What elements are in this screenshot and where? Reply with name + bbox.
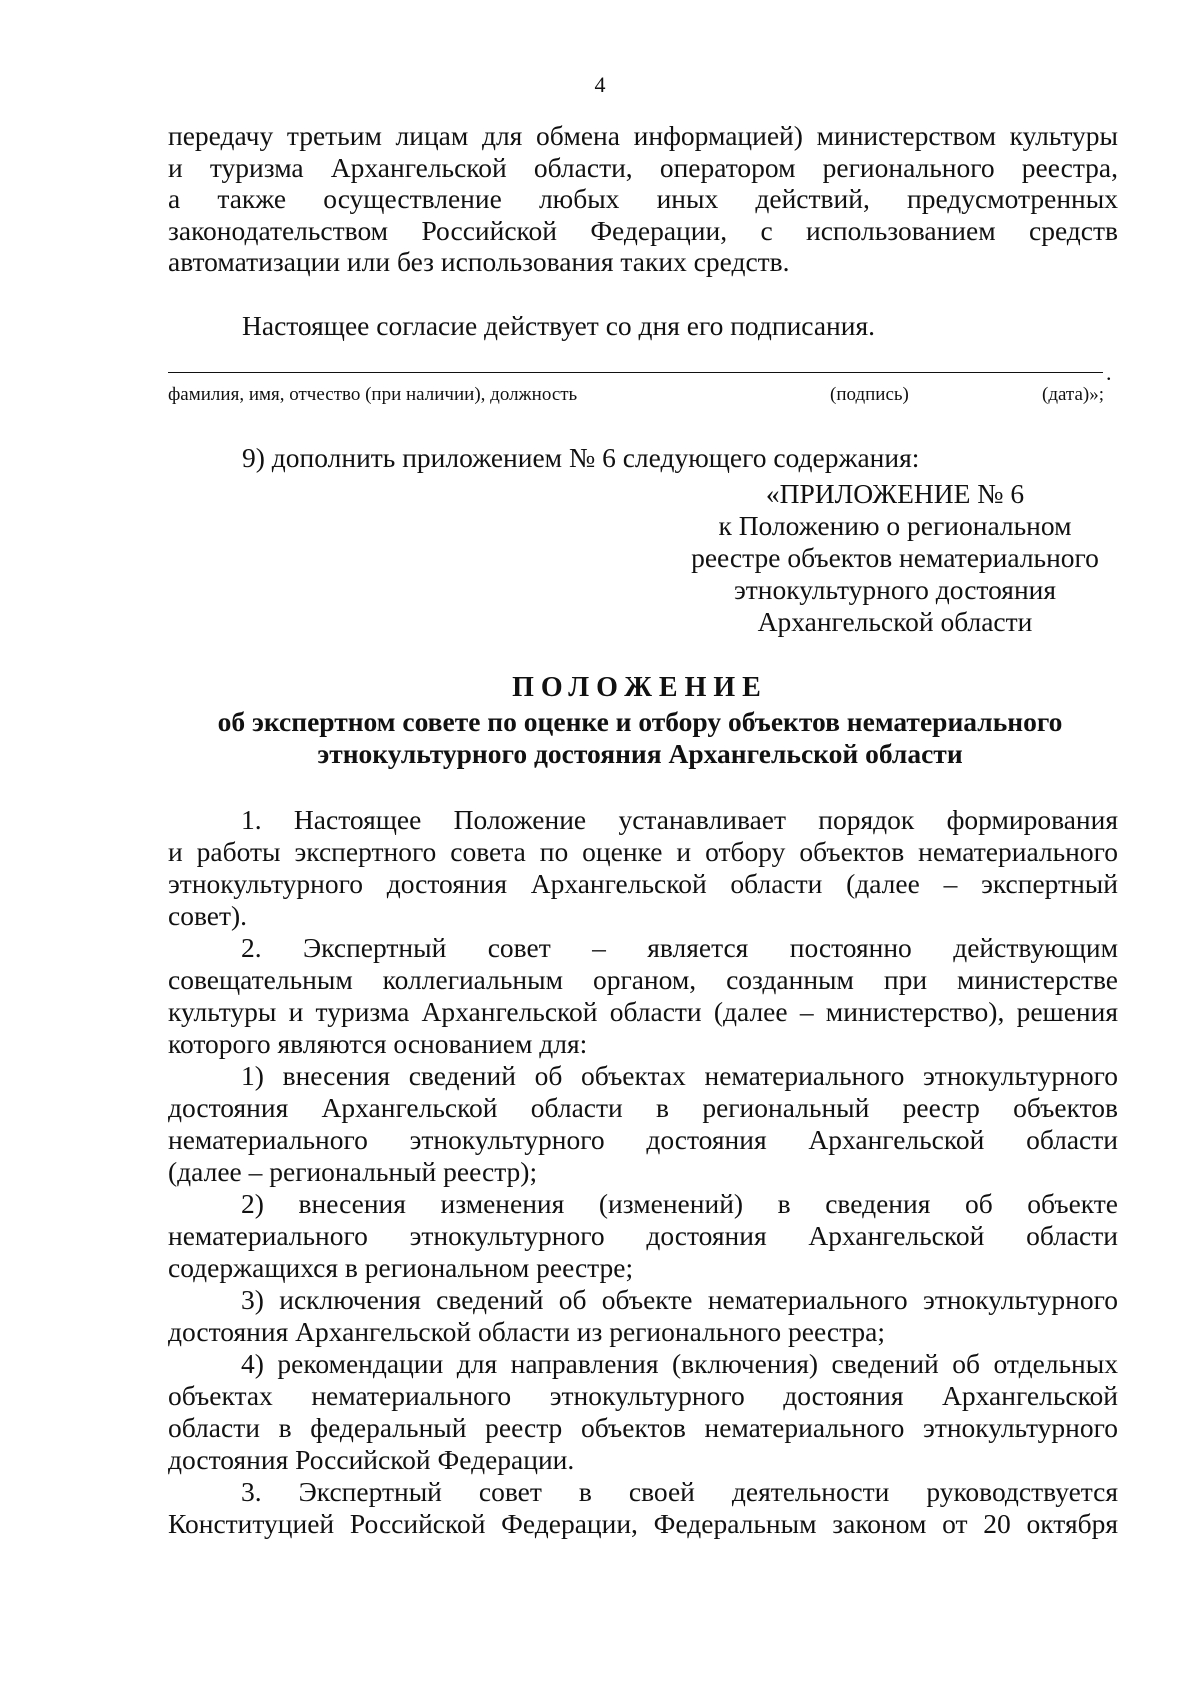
text-line: Конституцией Российской Федерации, Федеральным законом от 20 октября xyxy=(168,1508,1118,1539)
paragraph-first-line: 4) рекомендации для направления (включения) сведений об отдельных xyxy=(241,1348,1118,1379)
text-line: нематериального этнокультурного достояния Архангельской области xyxy=(168,1124,1118,1155)
signature-line xyxy=(168,372,1103,373)
text-line: совет). xyxy=(168,900,248,931)
text-line: этнокультурного достояния Архангельской области (далее – экспертный xyxy=(168,868,1118,899)
paragraph-first-line: 2. Экспертный совет – является постоянно действующим xyxy=(241,932,1118,963)
name-position-caption: фамилия, имя, отчество (при наличии), должность xyxy=(168,384,578,405)
text-line: а также осуществление любых иных действий, предусмотренных xyxy=(168,183,1118,214)
text-line: нематериального этнокультурного достояния Архангельской области xyxy=(168,1220,1118,1251)
paragraph-first-line: 1. Настоящее Положение устанавливает порядок формирования xyxy=(241,804,1118,835)
document-title: ПОЛОЖЕНИЕ xyxy=(512,672,768,703)
appendix-line: реестре объектов нематериального xyxy=(691,542,1099,573)
regulation-body xyxy=(168,804,1118,1540)
appendix-header xyxy=(660,478,1130,638)
text-line: передачу третьим лицам для обмена информацией) министерством культуры xyxy=(168,120,1118,151)
text-line: (далее – региональный реестр); xyxy=(168,1156,538,1187)
paragraph-first-line: 1) внесения сведений об объектах нематериального этнокультурного xyxy=(241,1060,1118,1091)
text-line: автоматизации или без использования таких средств. xyxy=(168,246,790,277)
text-line: и туризма Архангельской области, оператором регионального реестра, xyxy=(168,151,1118,183)
page-number: 4 xyxy=(594,72,606,97)
text-line: достояния Российской Федерации. xyxy=(168,1444,575,1475)
signature-line-end: . xyxy=(1106,360,1112,385)
amendment-item: 9) дополнить приложением № 6 следующего содержания: xyxy=(242,442,920,473)
paragraph-first-line: 3. Экспертный совет в своей деятельности руководствуется xyxy=(241,1476,1118,1507)
appendix-line: «ПРИЛОЖЕНИЕ № 6 xyxy=(765,478,1025,509)
date-caption: (дата)»; xyxy=(1042,384,1105,405)
signature-caption: (подпись) xyxy=(830,384,909,405)
text-line: объектах нематериального этнокультурного достояния Архангельской xyxy=(168,1380,1118,1411)
text-line: культуры и туризма Архангельской области (далее – министерство), решения xyxy=(168,996,1118,1027)
document-subtitle xyxy=(160,706,1120,770)
subtitle-line: этнокультурного достояния Архангельской области xyxy=(317,738,963,769)
text-line: совещательным коллегиальным органом, созданным при министерстве xyxy=(168,964,1118,995)
text-line: и работы экспертного совета по оценке и отбору объектов нематериального xyxy=(168,836,1118,867)
text-line: которого являются основанием для: xyxy=(168,1028,588,1059)
text-line: законодательством Российской Федерации, с использованием средств xyxy=(168,214,1118,246)
text-line: достояния Архангельской области в региональный реестр объектов xyxy=(168,1092,1118,1123)
paragraph-first-line: 2) внесения изменения (изменений) в сведения об объекте xyxy=(241,1188,1118,1219)
appendix-line: Архангельской области xyxy=(757,606,1033,637)
paragraph-first-line: 3) исключения сведений об объекте нематериального этнокультурного xyxy=(241,1284,1118,1315)
appendix-line: этнокультурного достояния xyxy=(733,574,1057,605)
subtitle-line: об экспертном совете по оценке и отбору объектов нематериального xyxy=(217,706,1063,737)
consent-validity-text: Настоящее согласие действует со дня его подписания. xyxy=(242,310,875,341)
text-line: содержащихся в региональном реестре; xyxy=(168,1252,634,1283)
text-line: достояния Архангельской области из регионального реестра; xyxy=(168,1316,886,1347)
top-paragraph xyxy=(168,120,1118,278)
appendix-line: к Положению о региональном xyxy=(718,510,1072,541)
text-line: области в федеральный реестр объектов нематериального этнокультурного xyxy=(168,1412,1118,1443)
